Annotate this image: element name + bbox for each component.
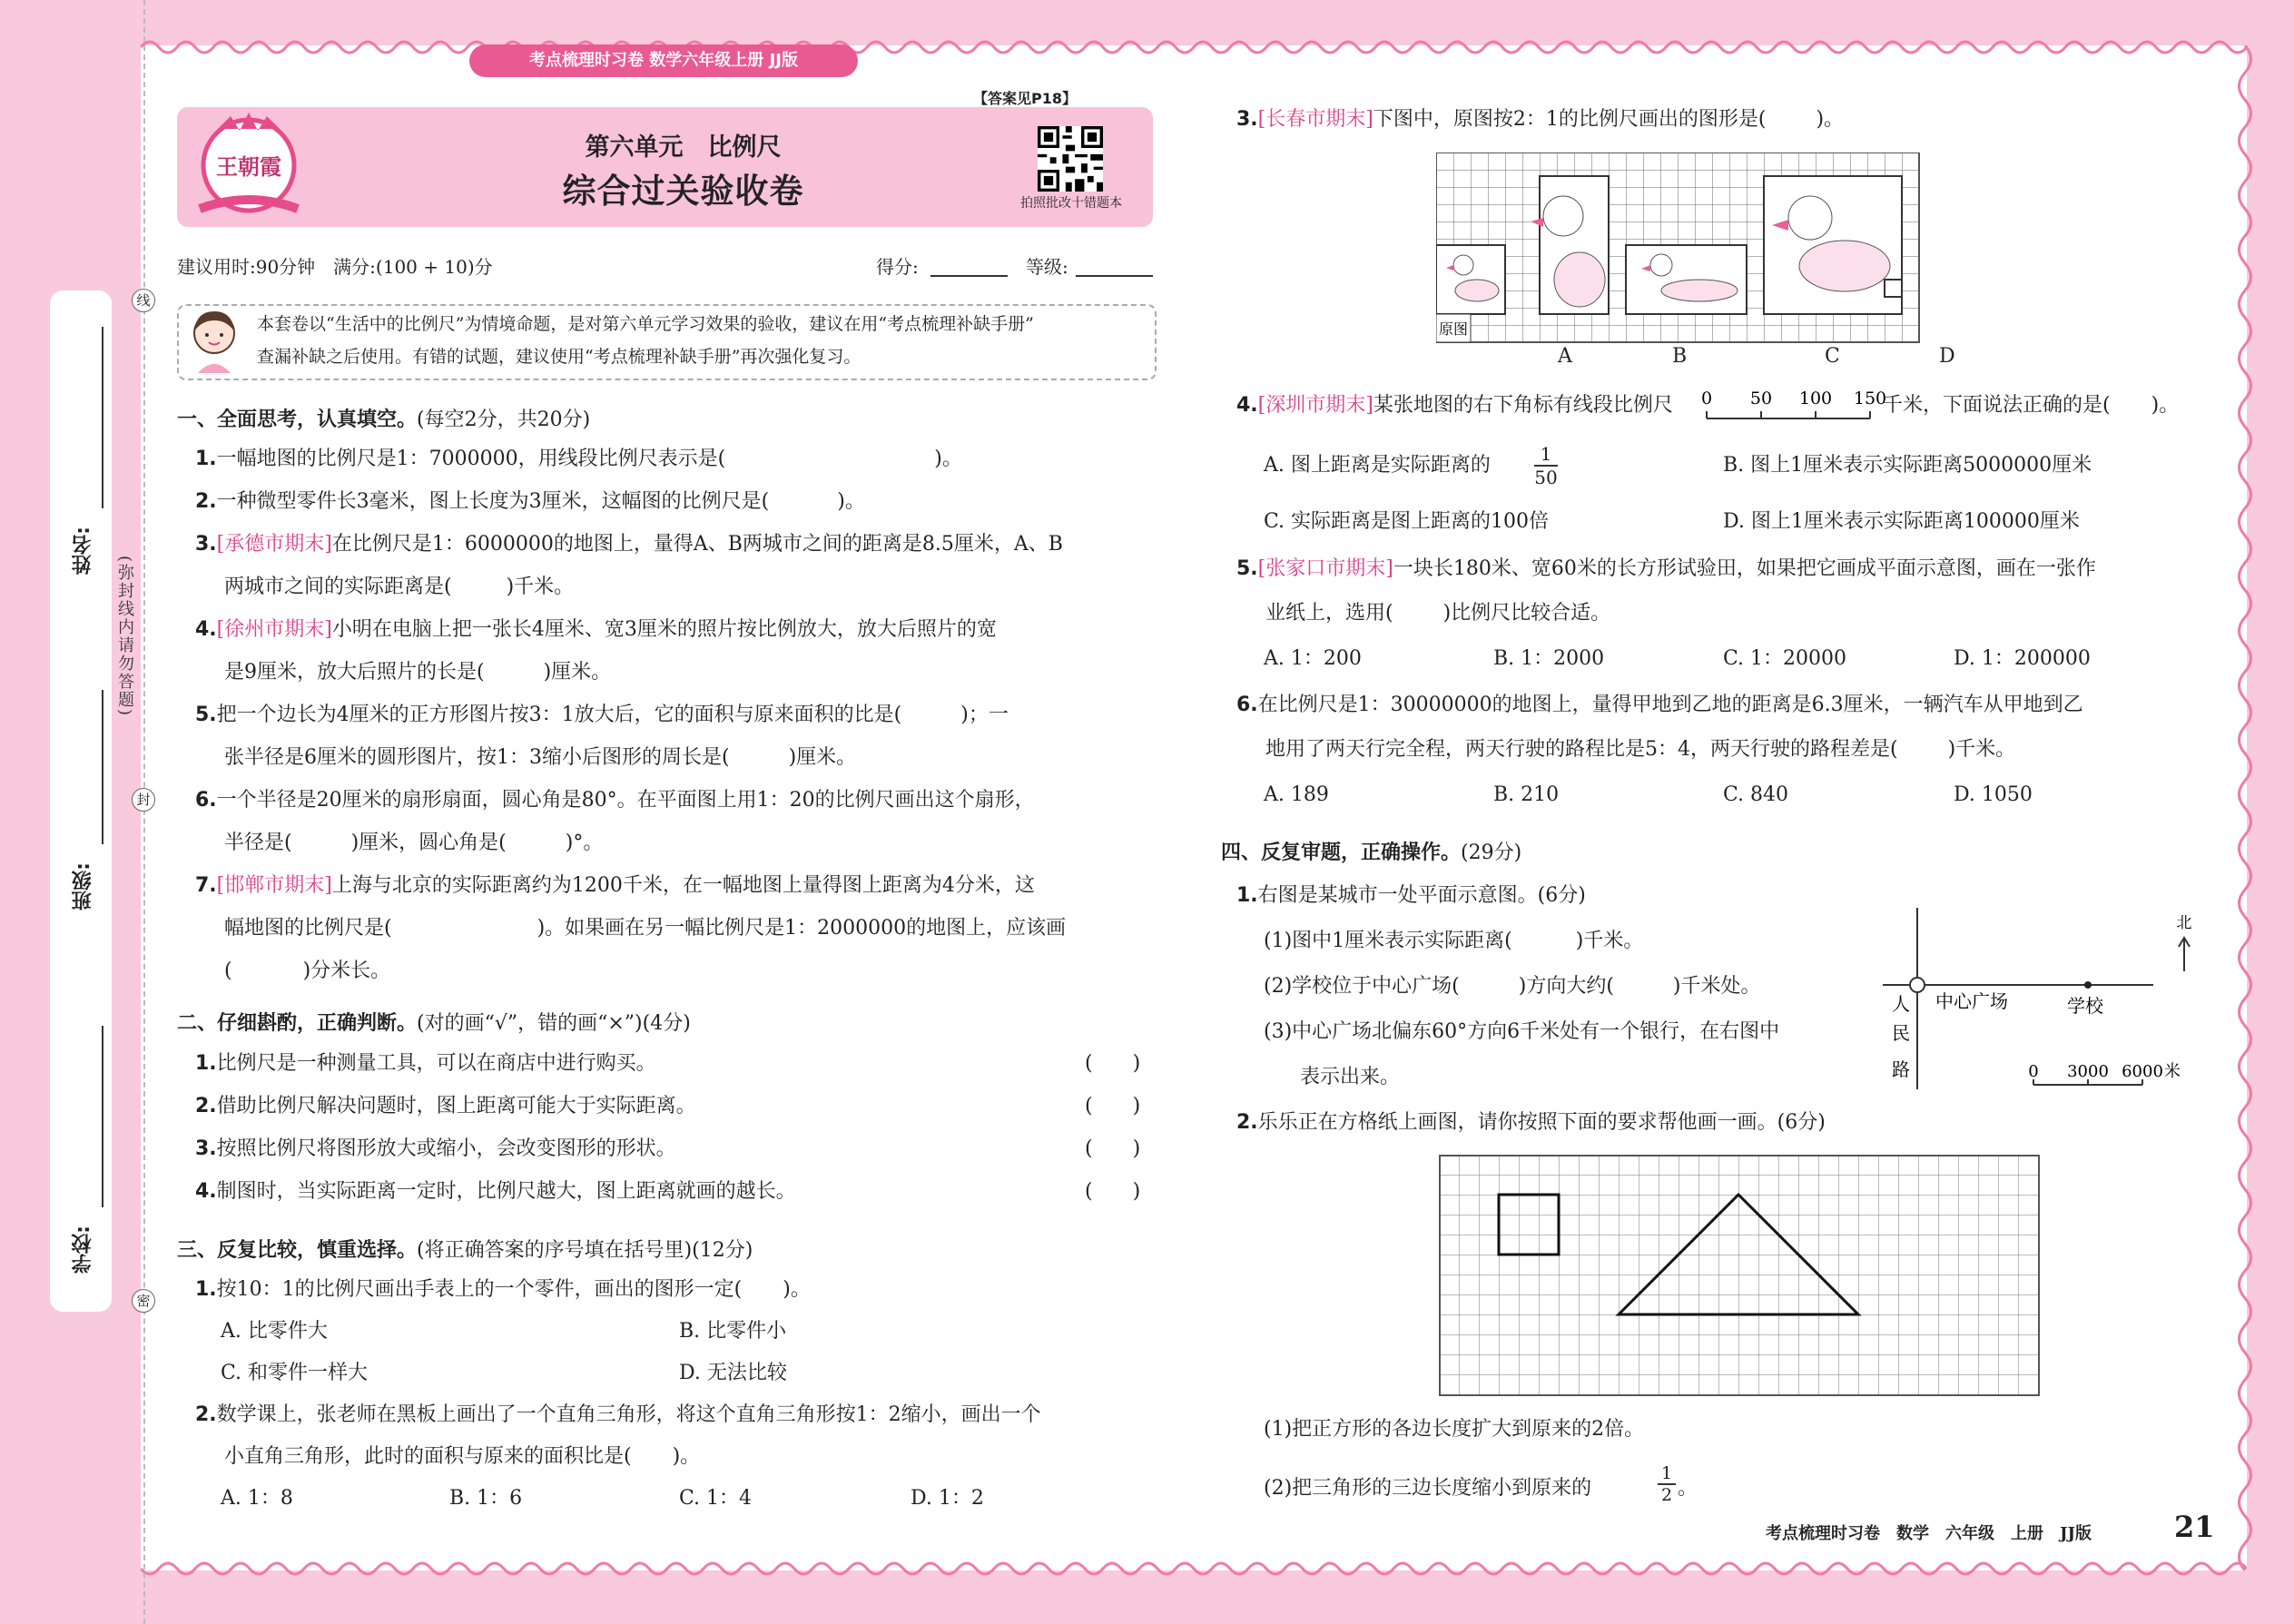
svg-text:路: 路: [1892, 1058, 1910, 1080]
duck-label-c: C: [1825, 345, 1840, 368]
line-scale-bar: [1701, 386, 1894, 426]
grade-field[interactable]: [1076, 275, 1153, 277]
s4-q2-part2-end: 。: [1678, 1477, 1698, 1500]
s2-answer-1[interactable]: ( ): [1085, 1052, 1141, 1075]
s3-q5: 5.[张家口市期末]一块长180米、宽60米的长方形试验田，如果把它画成平面示意图，画在一张作: [1236, 557, 2096, 580]
svg-text:北: 北: [2176, 914, 2192, 932]
s1-q7-line3: ( )分米长。: [224, 960, 391, 982]
s2-answer-2[interactable]: ( ): [1085, 1095, 1141, 1117]
s3-q4-option-a[interactable]: A. 图上距离是实际距离的: [1264, 454, 1491, 477]
s3-q4: 4.[深圳市期末]某张地图的右下角标有线段比例尺: [1236, 394, 1673, 417]
svg-text:原图: 原图: [1438, 320, 1469, 338]
mark-close: 密: [132, 1289, 155, 1313]
s3-q5-option-a[interactable]: A. 1：200: [1264, 647, 1362, 670]
s1-q5-line2: 张半径是6厘米的圆形图片，按1：3缩小后图形的周长是( )厘米。: [224, 746, 857, 769]
s3-q2-option-b[interactable]: B. 1：6: [449, 1487, 523, 1510]
pink-wave-border-bottom: [141, 1560, 2247, 1580]
intro-line-1: 本套卷以“生活中的比例尺”为情境命题，是对第六单元学习效果的验收，建议在用“考点梳理补缺手册”: [257, 314, 1034, 334]
duck-label-a: A: [1558, 345, 1572, 368]
duck-option-b: [1626, 245, 1747, 314]
s3-q3: 3.[长春市期末]下图中，原图按2：1的比例尺画出的图形是( )。: [1236, 108, 1845, 131]
svg-text:王朝霞: 王朝霞: [216, 153, 281, 180]
section-4-title: 四、反复审题，正确操作。(29分): [1221, 842, 1522, 864]
s3-q4-option-c[interactable]: C. 实际距离是图上距离的100倍: [1264, 510, 1550, 533]
s3-q2-option-a[interactable]: A. 1：8: [221, 1487, 293, 1510]
s3-q4-option-b[interactable]: B. 图上1厘米表示实际距离5000000厘米: [1723, 454, 2092, 477]
s4-q1-part1: (1)图中1厘米表示实际距离( )千米。: [1264, 930, 1644, 952]
school-marker: [2084, 981, 2092, 989]
svg-text:50: 50: [1749, 389, 1773, 408]
s1-q2: 2.一种微型零件长3毫米，图上长度为3厘米，这幅图的比例尺是( )。: [195, 490, 865, 513]
svg-text:米: 米: [2164, 1062, 2181, 1081]
s2-answer-4[interactable]: ( ): [1085, 1180, 1141, 1203]
s3-q1: 1.按10：1的比例尺画出手表上的一个零件，画出的图形一定( )。: [195, 1278, 811, 1301]
school-label: 学校:: [72, 1225, 94, 1274]
s3-q1-option-c[interactable]: C. 和零件一样大: [221, 1362, 369, 1384]
page-number: 21: [2174, 1510, 2215, 1544]
fraction-1-50: 1 50: [1534, 443, 1558, 488]
svg-text:6000: 6000: [2122, 1062, 2163, 1081]
pink-wave-border-top: [141, 36, 2247, 56]
s3-q6-option-a[interactable]: A. 189: [1264, 783, 1329, 806]
s1-q6-line2: 半径是( )厘米，圆心角是( )°。: [224, 832, 604, 854]
answer-reference: 【答案见P18】: [973, 90, 1077, 107]
name-label: 姓名:: [72, 527, 94, 575]
drawing-grid[interactable]: [1439, 1155, 2047, 1400]
score-label: 得分:: [876, 256, 919, 278]
s4-q1: 1.右图是某城市一处平面示意图。(6分): [1236, 884, 1586, 907]
section-3-title: 三、反复比较，慎重选择。(将正确答案的序号填在括号里)(12分): [177, 1239, 753, 1262]
s4-q2-part1: (1)把正方形的各边长度扩大到原来的2倍。: [1264, 1418, 1645, 1441]
pink-wave-border-right: [2231, 45, 2259, 1570]
s3-q6-option-d[interactable]: D. 1050: [1954, 783, 2033, 806]
duck-label-d: D: [1939, 345, 1955, 368]
s3-q6-line2: 地用了两天行完全程，两天行驶的路程比是5：4，两天行驶的路程差是( )千米。: [1265, 738, 2016, 761]
qr-code-icon[interactable]: [1038, 126, 1103, 192]
s3-q1-option-b[interactable]: B. 比零件小: [679, 1320, 787, 1343]
s4-q2: 2.乐乐正在方格纸上画图，请你按照下面的要求帮他画一画。(6分): [1236, 1111, 1826, 1134]
duck-grid-figure: [1436, 153, 1935, 343]
intro-line-2: 查漏补缺之后使用。有错的试题，建议使用“考点梳理补缺手册”再次强化复习。: [257, 347, 861, 367]
unit-title: 第六单元 比例尺: [585, 133, 782, 162]
seal-dashed-line: [143, 0, 145, 1624]
s1-q7-line2: 幅地图的比例尺是( )。如果画在另一幅比例尺是1：2000000的地图上，应该画: [224, 917, 1067, 940]
city-map: [1881, 903, 2199, 1094]
class-label: 班级:: [72, 862, 94, 910]
girl-avatar-icon: [183, 306, 245, 375]
section-2-title: 二、仔细斟酌，正确判断。(对的画“√”，错的画“×”)(4分): [177, 1012, 691, 1035]
s3-q5-line2: 业纸上，选用( )比例尺比较合适。: [1265, 602, 1611, 625]
s3-q1-option-d[interactable]: D. 无法比较: [679, 1362, 787, 1384]
intro-text: [257, 308, 1142, 373]
svg-text:150: 150: [1853, 389, 1887, 408]
duck-original: [1436, 245, 1505, 314]
no-answer-note: (弥封线内请勿答题): [115, 556, 134, 718]
s3-q2-option-c[interactable]: C. 1：4: [679, 1487, 753, 1510]
svg-text:学校: 学校: [2067, 995, 2103, 1017]
qr-caption: 拍照批改十错题本: [1020, 196, 1122, 211]
s3-q2-line2: 小直角三角形，此时的面积与原来的面积比是( )。: [224, 1445, 701, 1468]
duck-option-a: [1531, 176, 1609, 314]
svg-text:中心广场: 中心广场: [1935, 990, 2008, 1012]
svg-text:3000: 3000: [2067, 1062, 2109, 1081]
s2-item-3: 3.按照比例尺将图形放大或缩小，会改变图形的形状。: [195, 1137, 676, 1160]
s1-q7: 7.[邯郸市期末]上海与北京的实际距离约为1200千米，在一幅地图上量得图上距离为4分米，这: [195, 874, 1035, 897]
footer-series: 考点梳理时习卷 数学 六年级 上册 JJ版: [1766, 1524, 2092, 1543]
s1-q3: 3.[承德市期末]在比例尺是1：6000000的地图上，量得A、B两城市之间的距离是8.5厘米，A、B: [195, 533, 1063, 556]
section-1-title: 一、全面思考，认真填空。(每空2分，共20分): [177, 408, 591, 431]
mark-line: 线: [132, 289, 155, 312]
duck-label-b: B: [1672, 345, 1688, 368]
svg-text:0: 0: [1701, 389, 1713, 408]
s1-q3-line2: 两城市之间的实际距离是( )千米。: [224, 576, 575, 598]
series-pill: 考点梳理时习卷 数学六年级上册 JJ版: [469, 44, 858, 77]
time-score: 建议用时:90分钟 满分:(100 + 10)分: [177, 256, 493, 278]
svg-text:人: 人: [1892, 993, 1910, 1015]
s3-q6-option-c[interactable]: C. 840: [1723, 783, 1789, 806]
s2-item-1: 1.比例尺是一种测量工具，可以在商店中进行购买。: [195, 1052, 656, 1075]
s4-q1-part2: (2)学校位于中心广场( )方向大约( )千米处。: [1264, 975, 1761, 998]
s3-q4-option-d[interactable]: D. 图上1厘米表示实际距离100000厘米: [1723, 510, 2080, 533]
s3-q6: 6.在比例尺是1：30000000的地图上，量得甲地到乙地的距离是6.3厘米，一辆汽车从甲地到乙: [1236, 694, 2083, 716]
paper-title: 综合过关验收卷: [562, 172, 804, 211]
duck-option-c: [1764, 176, 1902, 314]
score-field[interactable]: [930, 275, 1008, 277]
name-field[interactable]: [102, 327, 103, 508]
s2-item-2: 2.借助比例尺解决问题时，图上距离可能大于实际距离。: [195, 1095, 696, 1117]
svg-text:0: 0: [2028, 1062, 2039, 1081]
svg-text:100: 100: [1798, 389, 1833, 408]
s1-q6: 6.一个半径是20厘米的扇形扇面，圆心角是80°。在平面图上用1：20的比例尺画出这个扇形，: [195, 789, 1035, 812]
s3-q6-option-b[interactable]: B. 210: [1493, 783, 1560, 806]
s3-q2: 2.数学课上，张老师在黑板上画出了一个直角三角形，将这个直角三角形按1：2缩小，画出一个: [195, 1403, 1041, 1426]
class-field[interactable]: [102, 690, 103, 844]
s3-q5-option-d[interactable]: D. 1：200000: [1954, 647, 2091, 670]
school-field[interactable]: [102, 1026, 103, 1207]
s1-q4: 4.[徐州市期末]小明在电脑上把一张长4厘米、宽3厘米的照片按比例放大，放大后照片的宽: [195, 618, 997, 641]
grade-label: 等级:: [1026, 256, 1068, 278]
fraction-1-2: 1 2: [1658, 1463, 1676, 1505]
s1-q4-line2: 是9厘米，放大后照片的长是( )厘米。: [224, 661, 612, 684]
center-square-marker: [1910, 978, 1925, 992]
s3-q5-option-c[interactable]: C. 1：20000: [1723, 647, 1847, 670]
s3-q5-option-b[interactable]: B. 1：2000: [1493, 647, 1605, 670]
s3-q4-tail: 千米，下面说法正确的是( )。: [1883, 394, 2180, 417]
s3-q1-option-a[interactable]: A. 比零件大: [221, 1320, 328, 1343]
s4-q2-part2: (2)把三角形的三边长度缩小到原来的: [1264, 1477, 1592, 1500]
s4-q1-part3: (3)中心广场北偏东60°方向6千米处有一个银行，在右图中: [1264, 1020, 1780, 1043]
north-arrow-icon: [2179, 938, 2190, 971]
duck-option-d: [1885, 280, 1902, 297]
s2-answer-3[interactable]: ( ): [1085, 1137, 1141, 1160]
s1-q5: 5.把一个边长为4厘米的正方形图片按3：1放大后，它的面积与原来面积的比是( )；一: [195, 704, 1009, 726]
brand-logo: [191, 109, 307, 227]
s1-q1: 1.一幅地图的比例尺是1：7000000，用线段比例尺表示是( )。: [195, 448, 962, 470]
s3-q2-option-d[interactable]: D. 1：2: [911, 1487, 984, 1510]
mark-seal: 封: [132, 788, 155, 812]
s4-q1-part3-line2: 表示出来。: [1300, 1066, 1401, 1088]
svg-text:民: 民: [1892, 1022, 1910, 1044]
s2-item-4: 4.制图时，当实际距离一定时，比例尺越大，图上距离就画的越长。: [195, 1180, 796, 1203]
